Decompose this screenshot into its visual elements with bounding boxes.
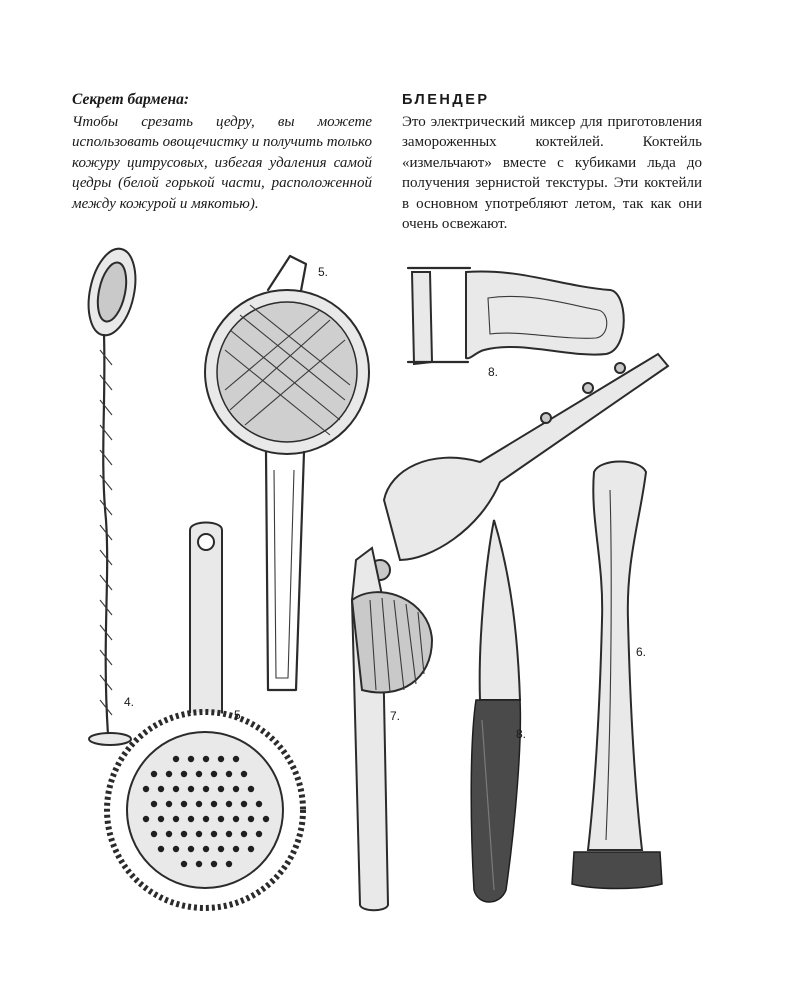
strainer-hole [196, 801, 202, 807]
label-spoon: 4. [124, 695, 135, 709]
tip-title: Секрет бармена: [72, 91, 190, 108]
strainer-hole [151, 831, 157, 837]
strainer-hole [233, 786, 239, 792]
strainer-hole [211, 861, 217, 867]
peeler-drawing [408, 268, 624, 364]
strainer-hole [188, 786, 194, 792]
label-fine-strainer: 5. [318, 265, 329, 279]
strainer-hole [226, 831, 232, 837]
strainer-hole [181, 861, 187, 867]
strainer-hole [233, 756, 239, 762]
strainer-hole [173, 846, 179, 852]
strainer-hole [143, 786, 149, 792]
label-knife: 8. [516, 727, 527, 741]
strainer-hole [248, 816, 254, 822]
strainer-hole [196, 771, 202, 777]
strainer-hole [248, 846, 254, 852]
hawthorne-strainer-drawing [107, 523, 303, 909]
strainer-hole [203, 816, 209, 822]
strainer-hole [181, 801, 187, 807]
strainer-hole [203, 756, 209, 762]
label-peeler: 8. [488, 365, 499, 379]
strainer-hole [218, 786, 224, 792]
fine-strainer-drawing [205, 256, 369, 690]
strainer-hole [173, 816, 179, 822]
knife-drawing [471, 520, 520, 902]
strainer-hole [158, 786, 164, 792]
strainer-hole [173, 786, 179, 792]
strainer-hole [241, 801, 247, 807]
strainer-hole [241, 771, 247, 777]
blender-title: БЛЕНДЕР [402, 92, 490, 108]
label-julep-strainer: 5. [234, 708, 245, 722]
strainer-hole [203, 786, 209, 792]
strainer-hole [166, 831, 172, 837]
strainer-hole [233, 846, 239, 852]
strainer-hole [211, 831, 217, 837]
bar-spoon-drawing [81, 244, 142, 745]
strainer-hole [263, 816, 269, 822]
strainer-hole [218, 756, 224, 762]
strainer-hole [188, 846, 194, 852]
strainer-hole [158, 846, 164, 852]
strainer-hole [218, 816, 224, 822]
strainer-hole [256, 831, 262, 837]
strainer-hole [196, 831, 202, 837]
strainer-hole [256, 801, 262, 807]
strainer-hole [241, 831, 247, 837]
strainer-hole [226, 771, 232, 777]
strainer-hole [218, 846, 224, 852]
tip-body: Чтобы срезать цедру, вы можете использовать овощечистку и получить только кожуру цитрусовых, избегая удаления самой цедры (белой горькой части, расположенной между кожурой и мякотью). [72, 113, 372, 212]
label-press: 7. [390, 709, 401, 723]
blender-body: Это электрический миксер для приготовления замороженных коктейлей. Коктейль «измельчают» вместе с кубиками льда до получения зернистой текстуры. Эти коктейли в основном употребляют летом, так как они очень освежают. [402, 113, 702, 232]
strainer-hole [188, 816, 194, 822]
strainer-hole [166, 801, 172, 807]
muddler-drawing [572, 462, 662, 889]
strainer-hole [203, 846, 209, 852]
strainer-hole [211, 801, 217, 807]
strainer-hole [226, 801, 232, 807]
strainer-hole [188, 756, 194, 762]
strainer-hole [181, 831, 187, 837]
strainer-hole [181, 771, 187, 777]
strainer-hole [226, 861, 232, 867]
strainer-hole [151, 771, 157, 777]
strainer-hole [166, 771, 172, 777]
strainer-hole [196, 861, 202, 867]
strainer-hole [233, 816, 239, 822]
strainer-hole [248, 786, 254, 792]
strainer-hole [211, 771, 217, 777]
strainer-hole [151, 801, 157, 807]
strainer-hole [173, 756, 179, 762]
strainer-hole [158, 816, 164, 822]
strainer-hole [143, 816, 149, 822]
label-muddler: 6. [636, 645, 647, 659]
